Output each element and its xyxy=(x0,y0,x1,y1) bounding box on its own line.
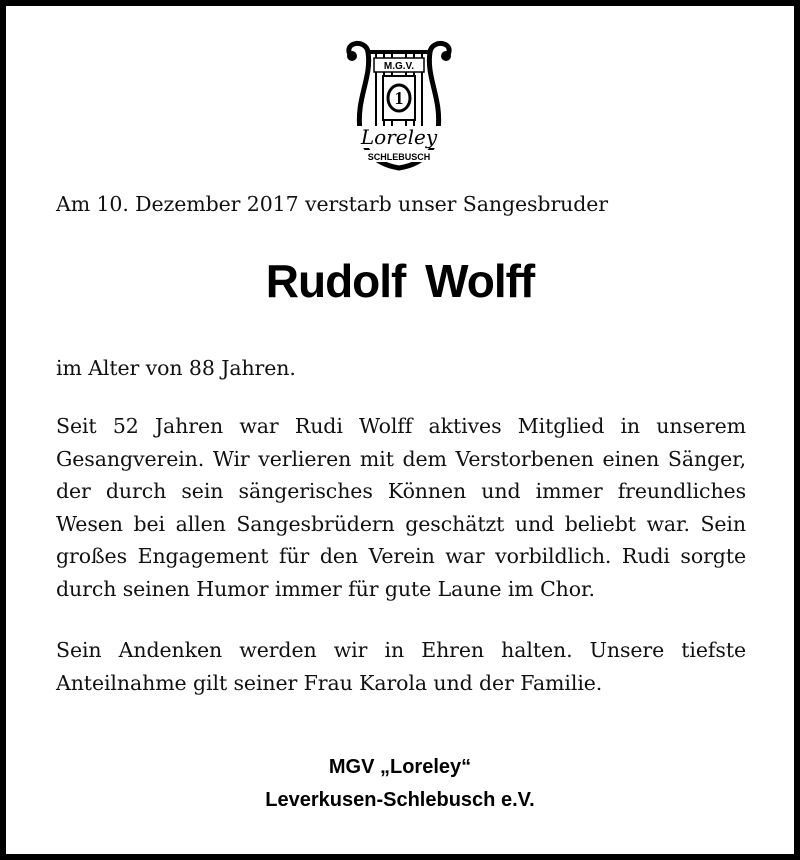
tribute-paragraph: Seit 52 Jahren war Rudi Wolff aktives Mitglied in unserem Gesangverein. Wir verlieren mit dem Verstorbenen einen Sänger, der durch sein sängerisches Können und immer freundliches Wesen bei allen Sangesbrüdern geschätzt und beliebt war. Sein großes Engagement für den Verein war vorbildlich. Rudi sorgte durch seinen Humor immer für gute Laune im Chor. xyxy=(56,414,746,601)
condolence-paragraph: Sein Andenken werden wir in Ehren halten. Unsere tiefste Anteilnahme gilt seiner Frau Karola und der Familie. xyxy=(56,638,746,695)
logo-top-text: M.G.V. xyxy=(383,61,415,72)
deceased-name: Rudolf Wolff xyxy=(265,255,535,307)
intro-line: Am 10. Dezember 2017 verstarb unser Sangesbruder xyxy=(56,192,609,216)
age-line: im Alter von 88 Jahren. xyxy=(56,356,296,380)
signature-location: Leverkusen-Schlebusch e.V. xyxy=(265,789,535,811)
logo-script-name: Loreley xyxy=(360,125,438,149)
lyre-logo xyxy=(338,38,460,178)
logo-place: SCHLEBUSCH xyxy=(367,152,431,162)
signature-club: MGV „Loreley“ xyxy=(328,756,472,778)
logo-center-glyph: 1 xyxy=(394,88,404,108)
